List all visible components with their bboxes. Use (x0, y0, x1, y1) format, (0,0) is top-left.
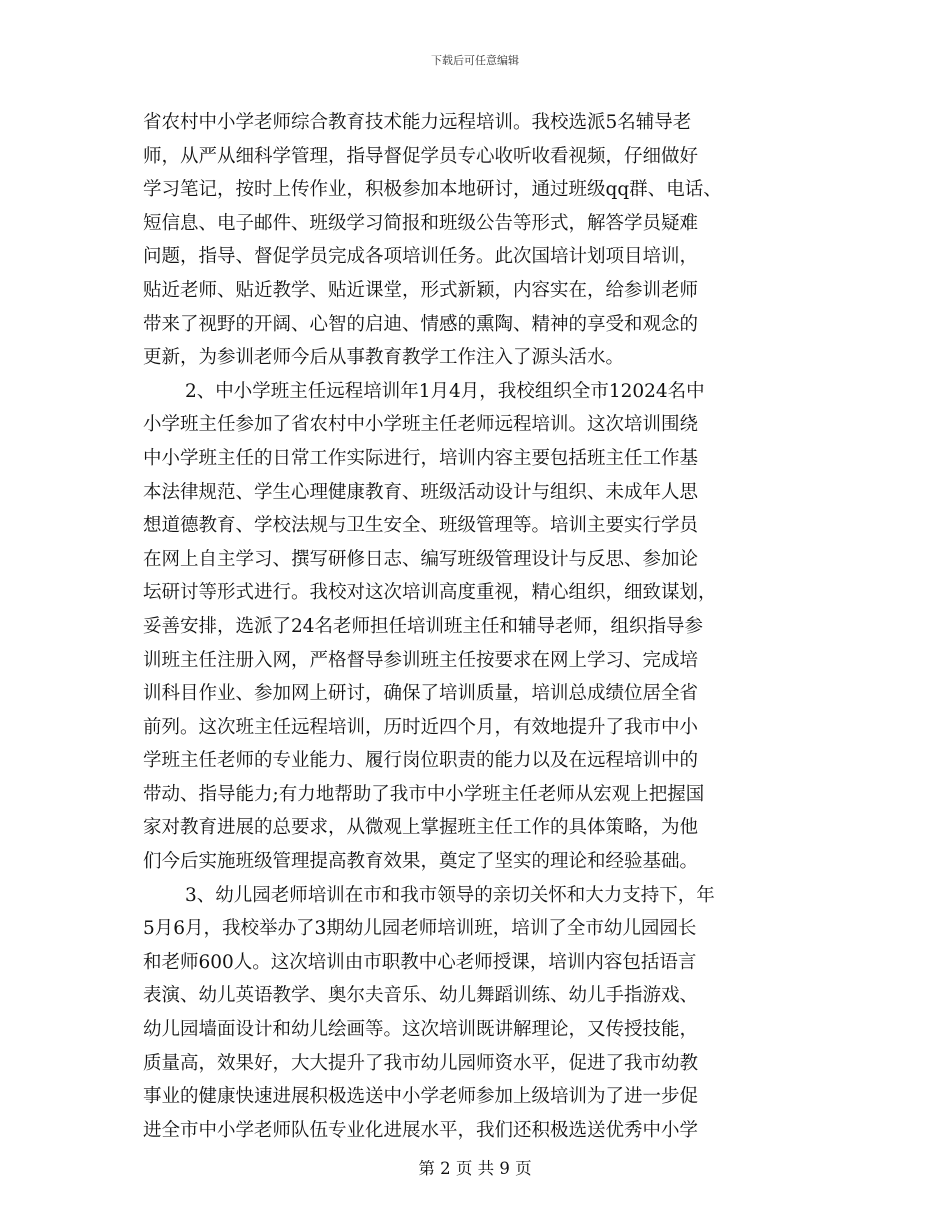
text-line: 事业的健康快速进展积极选送中小学老师参加上级培训为了进一步促 (143, 1086, 699, 1108)
text-line: 和老师600人。这次培训由市职教中心老师授课，培训内容包括语言 (143, 951, 697, 973)
text-line: 训科目作业、参加网上研讨，确保了培训质量，培训总成绩位居全省 (143, 683, 699, 705)
text-line: 省农村中小学老师综合教育技术能力远程培训。我校选派5名辅导老 (143, 112, 692, 133)
page-number: 第 2 页 共 9 页 (418, 1159, 532, 1178)
text-line: 学班主任老师的专业能力、履行岗位职责的能力以及在远程培训中的 (143, 750, 699, 772)
text-line: 坛研讨等形式进行。我校对这次培训高度重视，精心组织，细致谋划， (143, 582, 717, 604)
document-body (143, 106, 807, 1147)
text-line: 进全市中小学老师队伍专业化进展水平，我们还积极选送优秀中小学 (143, 1119, 699, 1141)
page-header-note: 下载后可任意编辑 (431, 54, 519, 67)
paragraph-start-line: 2、中小学班主任远程培训年1月4月，我校组织全市12024名中 (185, 380, 705, 402)
text-line: 中小学班主任的日常工作实际进行，培训内容主要包括班主任工作基 (143, 447, 699, 469)
text-line: 表演、幼儿英语教学、奥尔夫音乐、幼儿舞蹈训练、幼儿手指游戏、 (143, 985, 699, 1007)
text-line: 幼儿园墙面设计和幼儿绘画等。这次培训既讲解理论，又传授技能， (143, 1019, 699, 1041)
text-line: 妥善安排，选派了24名老师担任培训班主任和辅导老师，组织指导参 (143, 615, 704, 637)
text-line: 前列。这次班主任远程培训，历时近四个月，有效地提升了我市中小 (143, 716, 699, 738)
text-line: 训班主任注册入网，严格督导参训班主任按要求在网上学习、完成培 (143, 649, 699, 671)
text-line: 5月6月，我校举办了3期幼儿园老师培训班，培训了全市幼儿园园长 (143, 918, 697, 940)
text-line: 想道德教育、学校法规与卫生安全、班级管理等。培训主要实行学员 (143, 515, 699, 537)
text-line: 带来了视野的开阔、心智的启迪、情感的熏陶、精神的享受和观念的 (143, 313, 699, 335)
text-line: 短信息、电子邮件、班级学习简报和班级公告等形式，解答学员疑难 (143, 212, 699, 234)
text-line: 们今后实施班级管理提高教育效果，奠定了坚实的理论和经验基础。 (143, 851, 699, 873)
text-line: 本法律规范、学生心理健康教育、班级活动设计与组织、未成年人思 (143, 481, 699, 503)
text-line: 在网上自主学习、撰写研修日志、编写班级管理设计与反思、参加论 (143, 548, 699, 570)
text-line: 带动、指导能力;有力地帮助了我市中小学班主任老师从宏观上把握国 (143, 783, 705, 805)
text-line: 贴近老师、贴近教学、贴近课堂，形式新颖，内容实在，给参训老师 (143, 279, 699, 301)
text-line: 家对教育进展的总要求，从微观上掌握班主任工作的具体策略，为他 (143, 817, 699, 839)
text-line: 小学班主任参加了省农村中小学班主任老师远程培训。这次培训围绕 (143, 414, 699, 436)
text-line: 师，从严从细科学管理，指导督促学员专心收听收看视频，仔细做好 (143, 145, 699, 167)
paragraph-start-line: 3、幼儿园老师培训在市和我市领导的亲切关怀和大力支持下，年 (185, 884, 715, 906)
text-line: 学习笔记，按时上传作业，积极参加本地研讨，通过班级qq群、电话、 (143, 179, 722, 201)
text-line: 问题，指导、督促学员完成各项培训任务。此次国培计划项目培训， (143, 246, 699, 268)
text-line: 质量高，效果好，大大提升了我市幼儿园师资水平，促进了我市幼教 (143, 1052, 699, 1074)
text-line: 更新，为参训老师今后从事教育教学工作注入了源头活水。 (143, 347, 625, 369)
